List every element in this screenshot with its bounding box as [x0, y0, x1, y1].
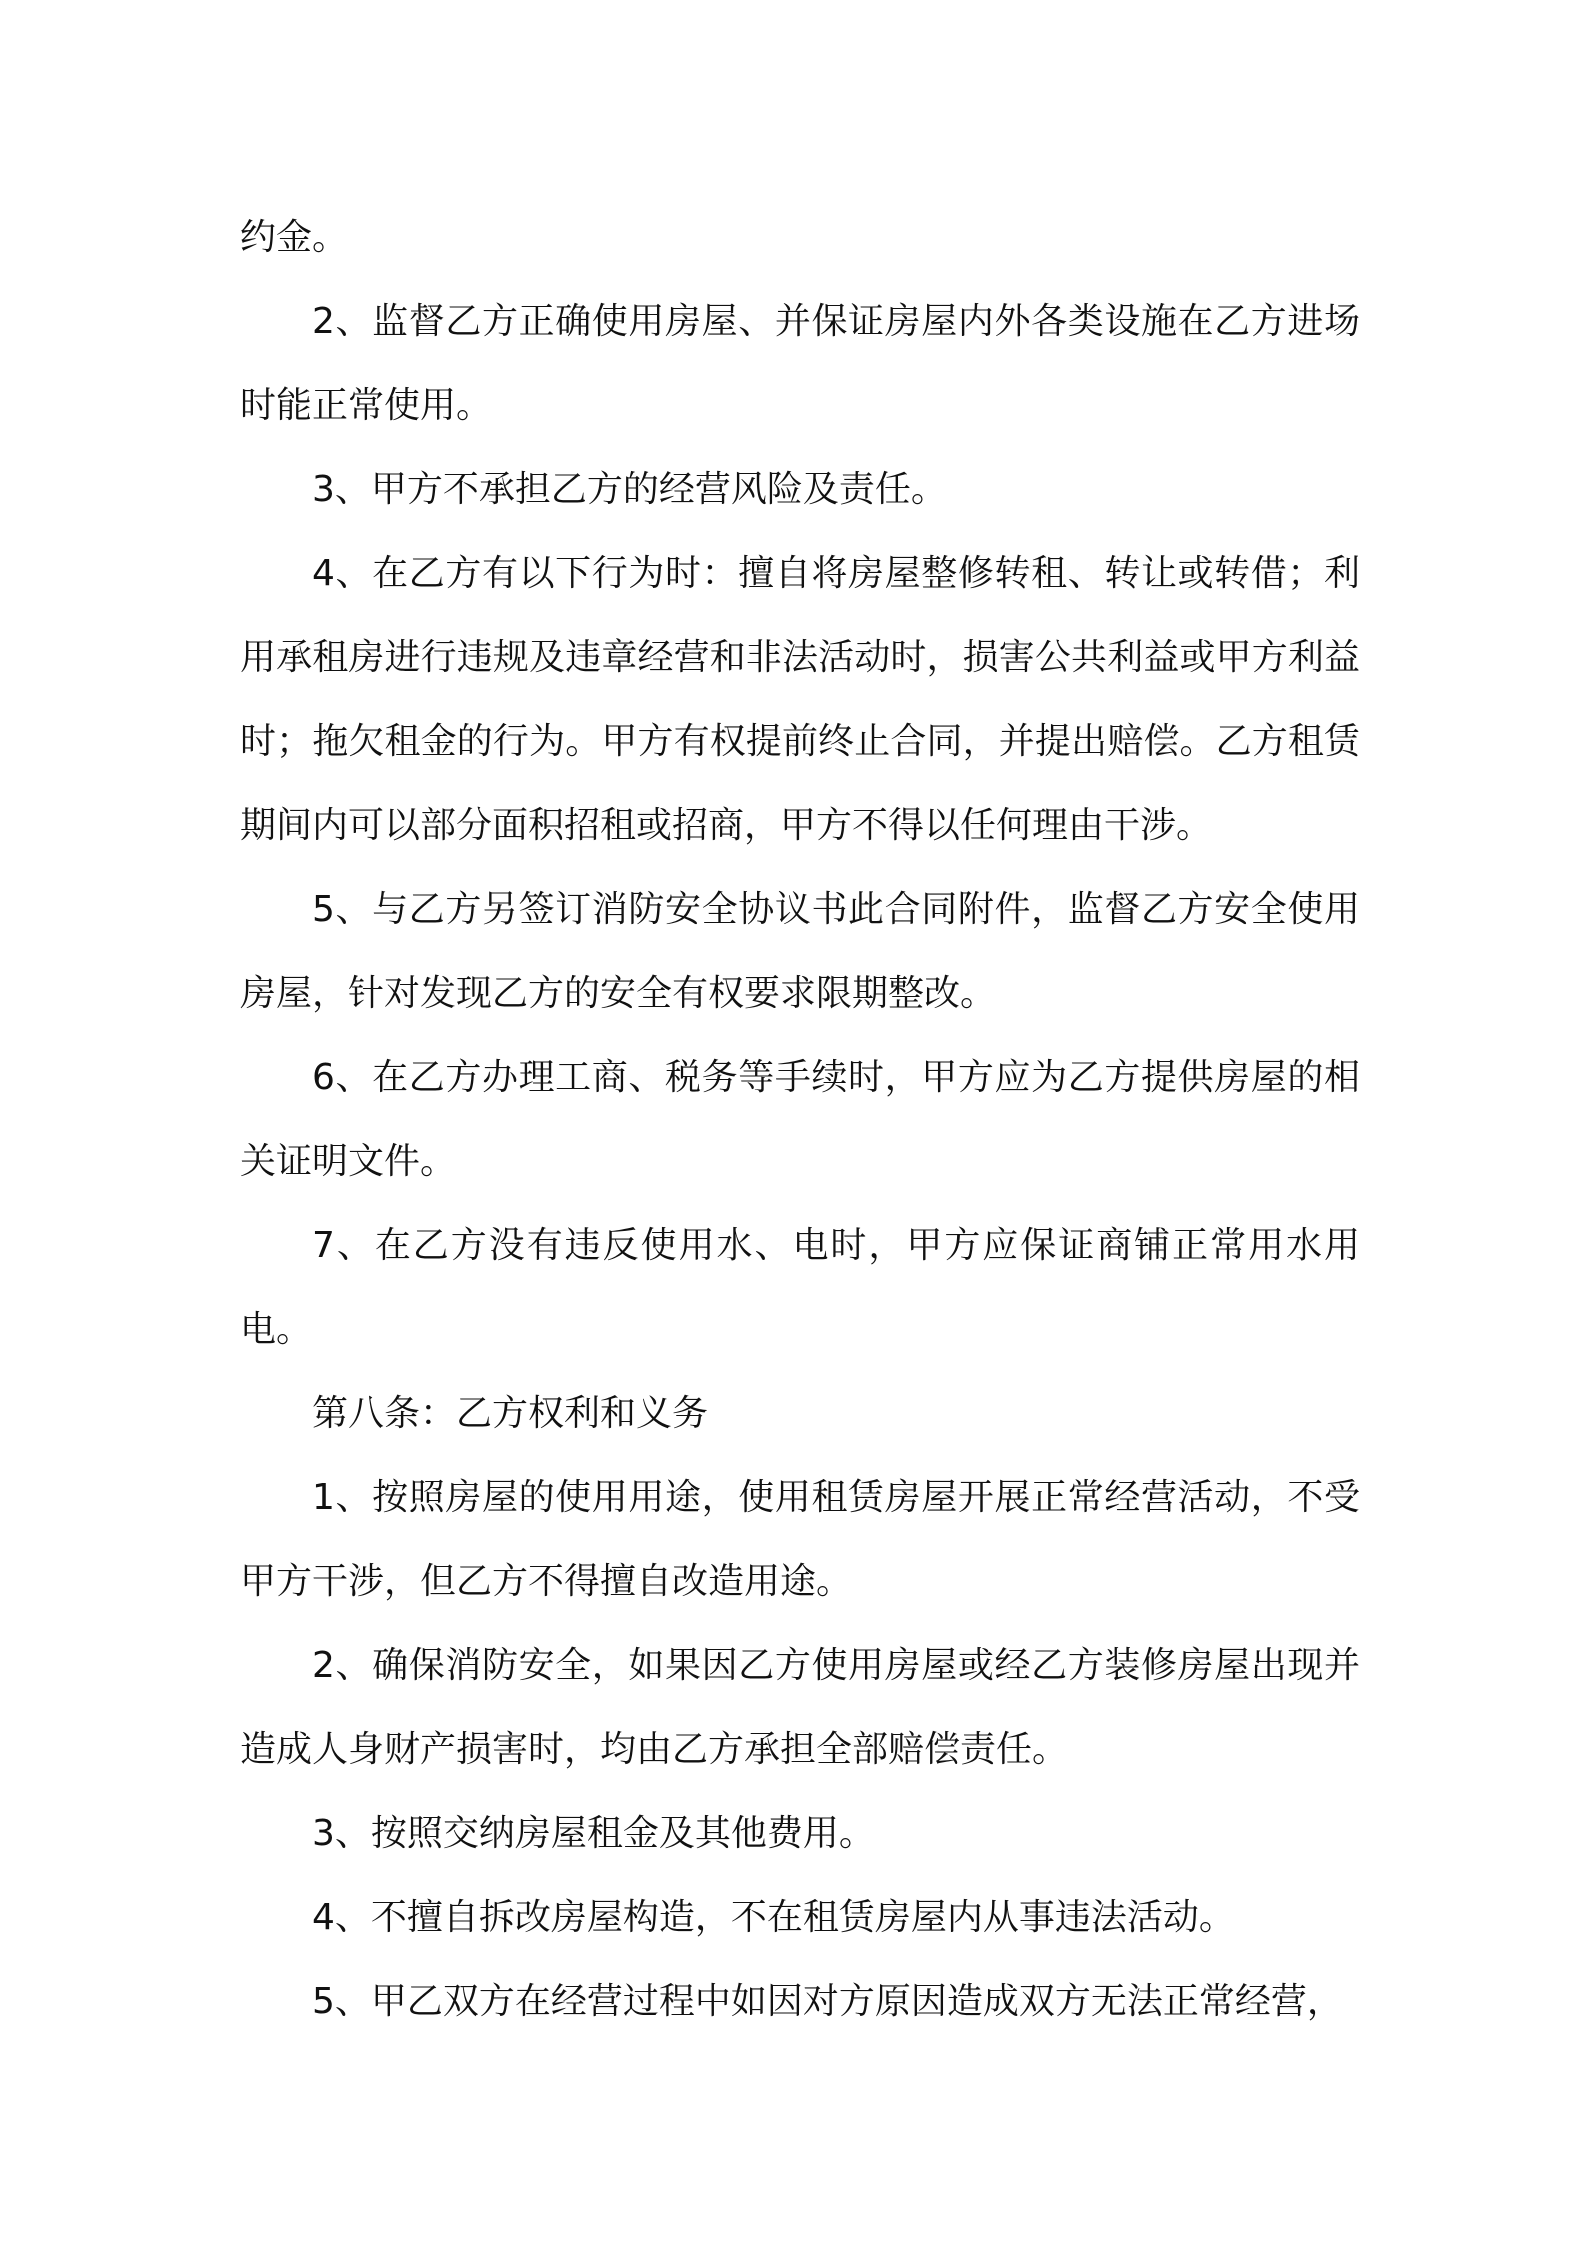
section-heading-article-8: 第八条：乙方权利和义务 — [312, 1393, 709, 1434]
document-body — [240, 196, 1360, 2044]
paragraph-tenant-item-1: 1、按照房屋的使用用途，使用租赁房屋开展正常经营活动，不受甲方干涉，但乙方不得擅自改造用途。 — [240, 1477, 1360, 1602]
paragraph-tenant-item-2: 2、确保消防安全，如果因乙方使用房屋或经乙方装修房屋出现并造成人身财产损害时，均由乙方承担全部赔偿责任。 — [240, 1645, 1360, 1770]
paragraph-landlord-item-3: 3、甲方不承担乙方的经营风险及责任。 — [312, 469, 947, 510]
paragraph-tenant-item-5: 5、甲乙双方在经营过程中如因对方原因造成双方无法正常经营， — [312, 1981, 1343, 2022]
paragraph-tenant-item-3: 3、按照交纳房屋租金及其他费用。 — [312, 1813, 875, 1854]
paragraph-landlord-item-2: 2、监督乙方正确使用房屋、并保证房屋内外各类设施在乙方进场时能正常使用。 — [240, 301, 1360, 426]
paragraph-tenant-item-4: 4、不擅自拆改房屋构造，不在租赁房屋内从事违法活动。 — [312, 1897, 1235, 1938]
paragraph-continuation: 约金。 — [240, 217, 349, 258]
paragraph-landlord-item-7: 7、在乙方没有违反使用水、电时，甲方应保证商铺正常用水用电。 — [240, 1225, 1360, 1350]
paragraph-landlord-item-4: 4、在乙方有以下行为时：擅自将房屋整修转租、转让或转借；利用承租房进行违规及违章经营和非法活动时，损害公共利益或甲方利益时；拖欠租金的行为。甲方有权提前终止合同，并提出赔偿。乙方租赁期间内可以部分面积招租或招商，甲方不得以任何理由干涉。 — [240, 553, 1360, 846]
paragraph-landlord-item-6: 6、在乙方办理工商、税务等手续时，甲方应为乙方提供房屋的相关证明文件。 — [240, 1057, 1360, 1182]
paragraph-landlord-item-5: 5、与乙方另签订消防安全协议书此合同附件，监督乙方安全使用房屋，针对发现乙方的安全有权要求限期整改。 — [240, 889, 1360, 1014]
